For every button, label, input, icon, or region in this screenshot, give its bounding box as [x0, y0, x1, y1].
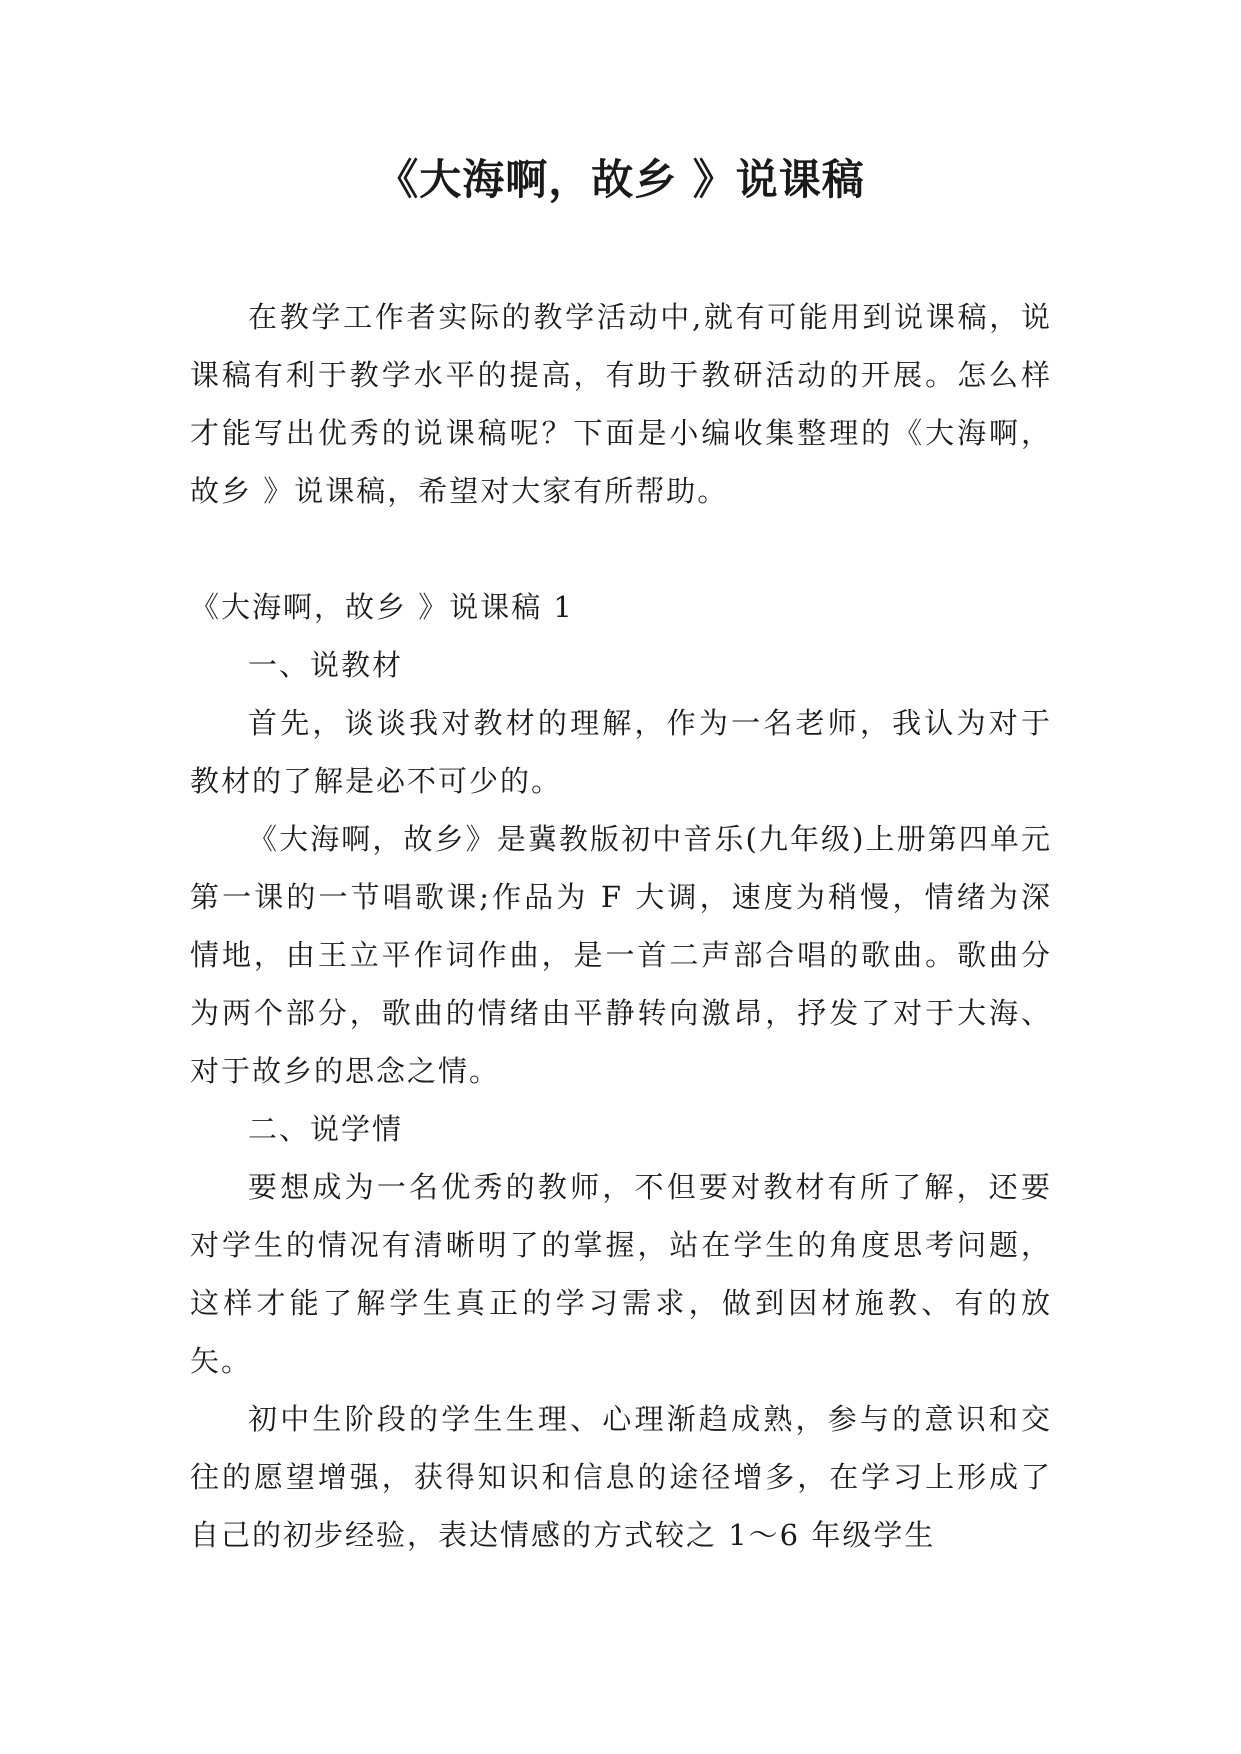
paragraph-textbook-description: 《大海啊，故乡》是冀教版初中音乐(九年级)上册第四单元第一课的一节唱歌课;作品为 F 大调，速度为稍慢，情绪为深情地，由王立平作词作曲，是一首二声部合唱的歌曲。歌曲分为两个部分，歌曲的情绪由平静转向激昂，抒发了对于大海、对于故乡的思念之情。: [190, 822, 1052, 1088]
document-title: 《大海啊，故乡 》说课稿: [376, 155, 865, 204]
document-body: [190, 288, 1052, 1564]
paragraph-students-stage: 初中生阶段的学生生理、心理渐趋成熟，参与的意识和交往的愿望增强，获得知识和信息的途径增多，在学习上形成了自己的初步经验，表达情感的方式较之 1～6 年级学生: [190, 1402, 1052, 1552]
intro-paragraph: 在教学工作者实际的教学活动中,就有可能用到说课稿，说课稿有利于教学水平的提高，有助于教研活动的开展。怎么样才能写出优秀的说课稿呢？下面是小编收集整理的《大海啊，故乡 》说课稿，希望对大家有所帮助。: [190, 300, 1052, 508]
section-title: 《大海啊，故乡 》说课稿 1: [190, 590, 574, 624]
paragraph-students-needs: 要想成为一名优秀的教师，不但要对教材有所了解，还要对学生的情况有清晰明了的掌握，站在学生的角度思考问题，这样才能了解学生真正的学习需求，做到因材施教、有的放矢。: [190, 1170, 1052, 1378]
section-heading-students: 二、说学情: [248, 1112, 404, 1146]
section-heading-textbook: 一、说教材: [248, 648, 404, 682]
paragraph-textbook-understanding: 首先，谈谈我对教材的理解，作为一名老师，我认为对于教材的了解是必不可少的。: [190, 706, 1052, 798]
